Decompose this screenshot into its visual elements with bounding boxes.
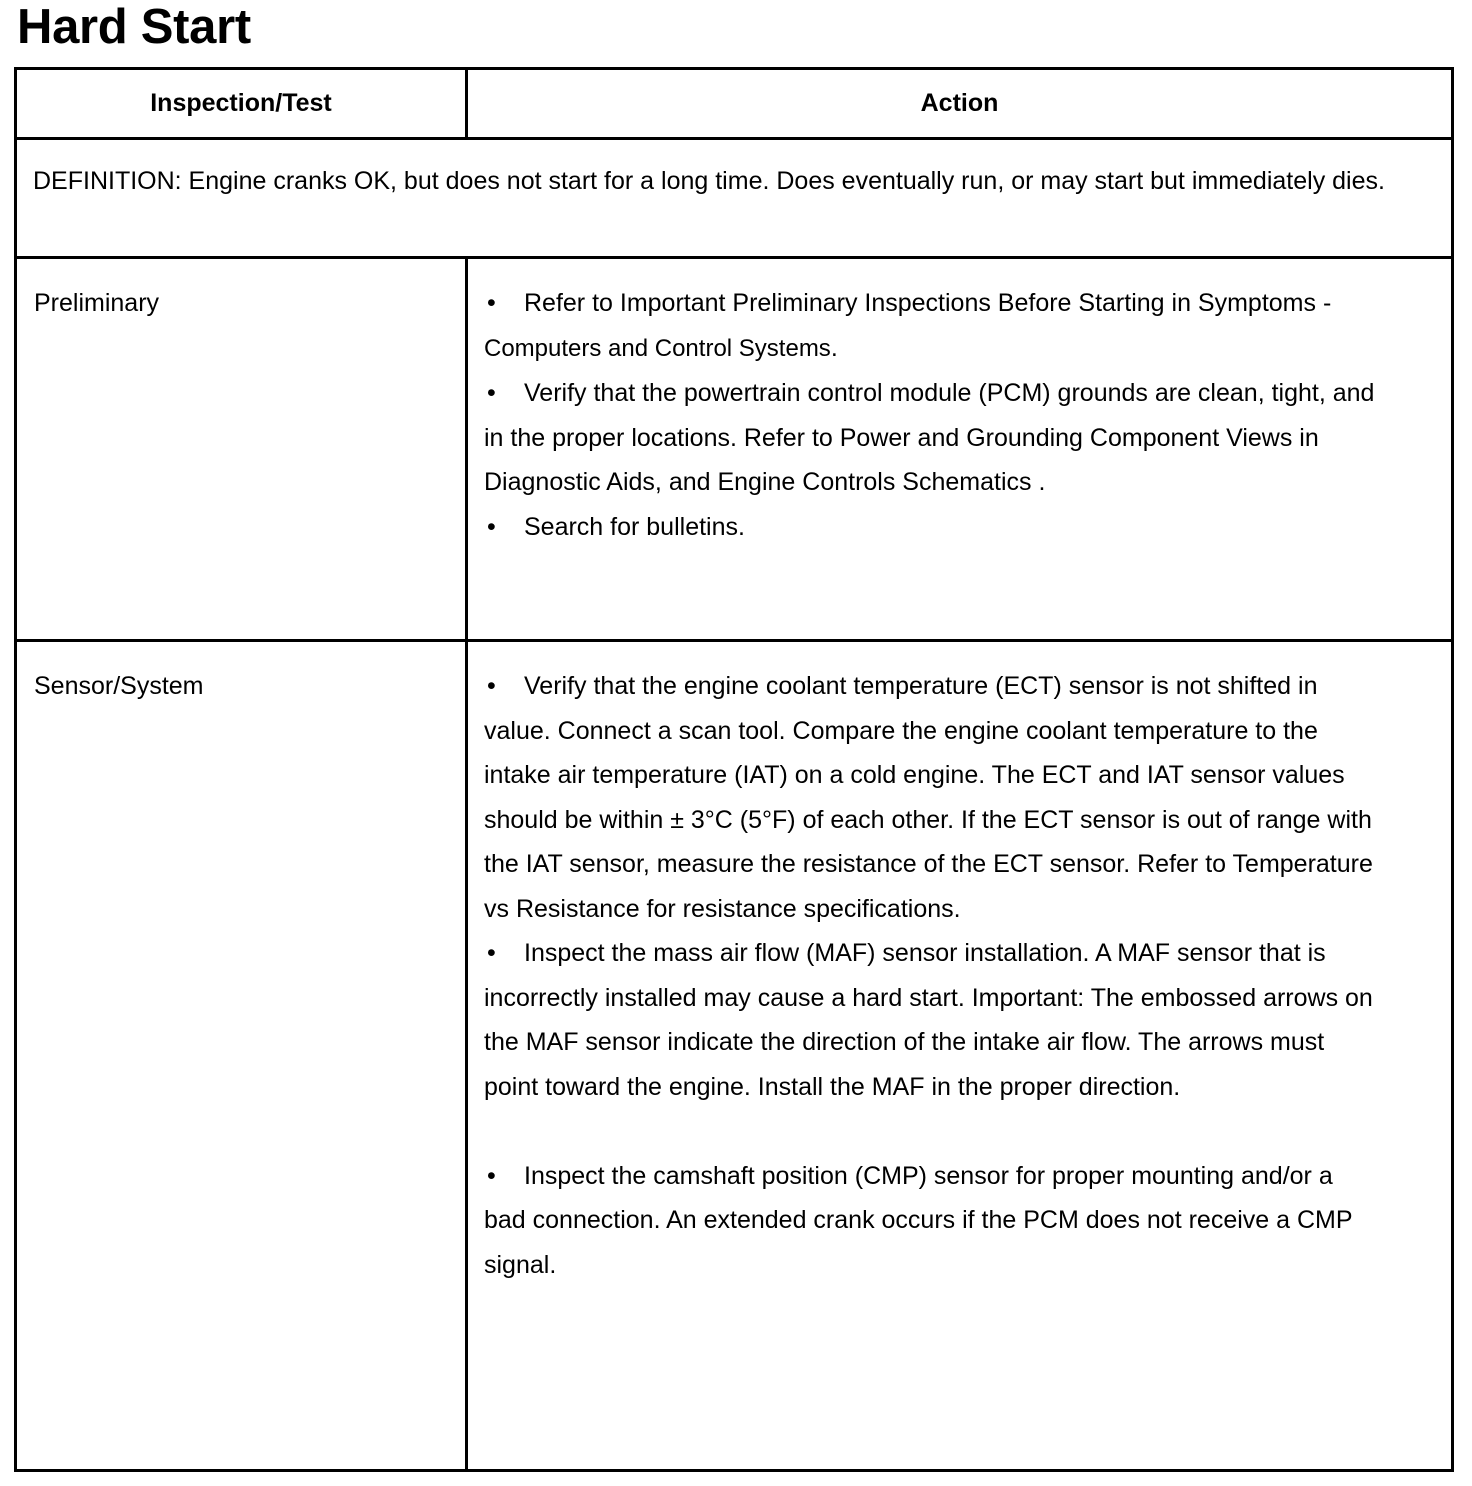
bullet-icon: • bbox=[487, 379, 496, 407]
table-row-preliminary bbox=[16, 258, 1453, 641]
header-inspection-test: Inspection/Test bbox=[16, 69, 467, 139]
page-title: Hard Start bbox=[17, 0, 251, 54]
action-cell-sensor-system bbox=[467, 641, 1453, 1471]
row-label-sensor-system: Sensor/System bbox=[16, 641, 467, 1471]
action-item bbox=[484, 664, 1381, 931]
table-header-row bbox=[16, 69, 1453, 139]
bullet-icon: • bbox=[487, 939, 496, 967]
action-item bbox=[484, 505, 1381, 550]
action-item bbox=[484, 1154, 1381, 1288]
action-text: Inspect the camshaft position (CMP) sensor for proper mounting and/or a bad connection. An extended crank occurs if the PCM does not receive a CMP signal. bbox=[484, 1161, 1353, 1279]
action-item bbox=[484, 371, 1381, 505]
definition-text: DEFINITION: Engine cranks OK, but does not start for a long time. Does eventually run, or may start but immediately dies. bbox=[16, 139, 1453, 258]
bullet-icon: • bbox=[487, 512, 496, 541]
action-text: Refer to Important Preliminary Inspections Before Starting in Symptoms - bbox=[524, 289, 1332, 317]
action-text: Search for bulletins. bbox=[524, 512, 745, 541]
spacer bbox=[484, 1109, 1381, 1154]
action-text: Inspect the mass air flow (MAF) sensor installation. A MAF sensor that is incorrectly installed may cause a hard start. Important: The embossed arrows on the MAF sensor indicate the direction of the intake air flow. The arrows must point toward the engine. Install the MAF in the proper direction. bbox=[484, 939, 1373, 1101]
action-text-end: . bbox=[830, 333, 838, 362]
action-text-reference: Computers and Control Systems bbox=[484, 334, 831, 362]
bullet-icon: • bbox=[487, 1161, 496, 1190]
action-cell-preliminary bbox=[467, 258, 1453, 641]
header-action: Action bbox=[467, 69, 1453, 139]
action-item bbox=[484, 931, 1381, 1109]
table-row-sensor-system bbox=[16, 641, 1453, 1471]
symptom-table bbox=[14, 67, 1454, 1472]
action-text: Verify that the engine coolant temperature (ECT) sensor is not shifted in value. Connect a scan tool. Compare the engine coolant temperature to the intake air temperature (IAT) on a cold engine. The ECT and IAT sensor values should be within ± 3°C (5°F) of each other. If the ECT sensor is out of range with the IAT sensor, measure the resistance of the ECT sensor. Refer to Temperature vs Resistance for resistance specifications. bbox=[484, 672, 1373, 923]
action-item bbox=[484, 281, 1381, 371]
action-text: Verify that the powertrain control module (PCM) grounds are clean, tight, and in the proper locations. Refer to Power and Grounding Component Views in Diagnostic Aids, and Engine Controls Schematics . bbox=[484, 379, 1375, 496]
definition-row bbox=[16, 139, 1453, 258]
row-label-preliminary: Preliminary bbox=[16, 258, 467, 641]
bullet-icon: • bbox=[487, 289, 496, 317]
bullet-icon: • bbox=[487, 672, 496, 700]
